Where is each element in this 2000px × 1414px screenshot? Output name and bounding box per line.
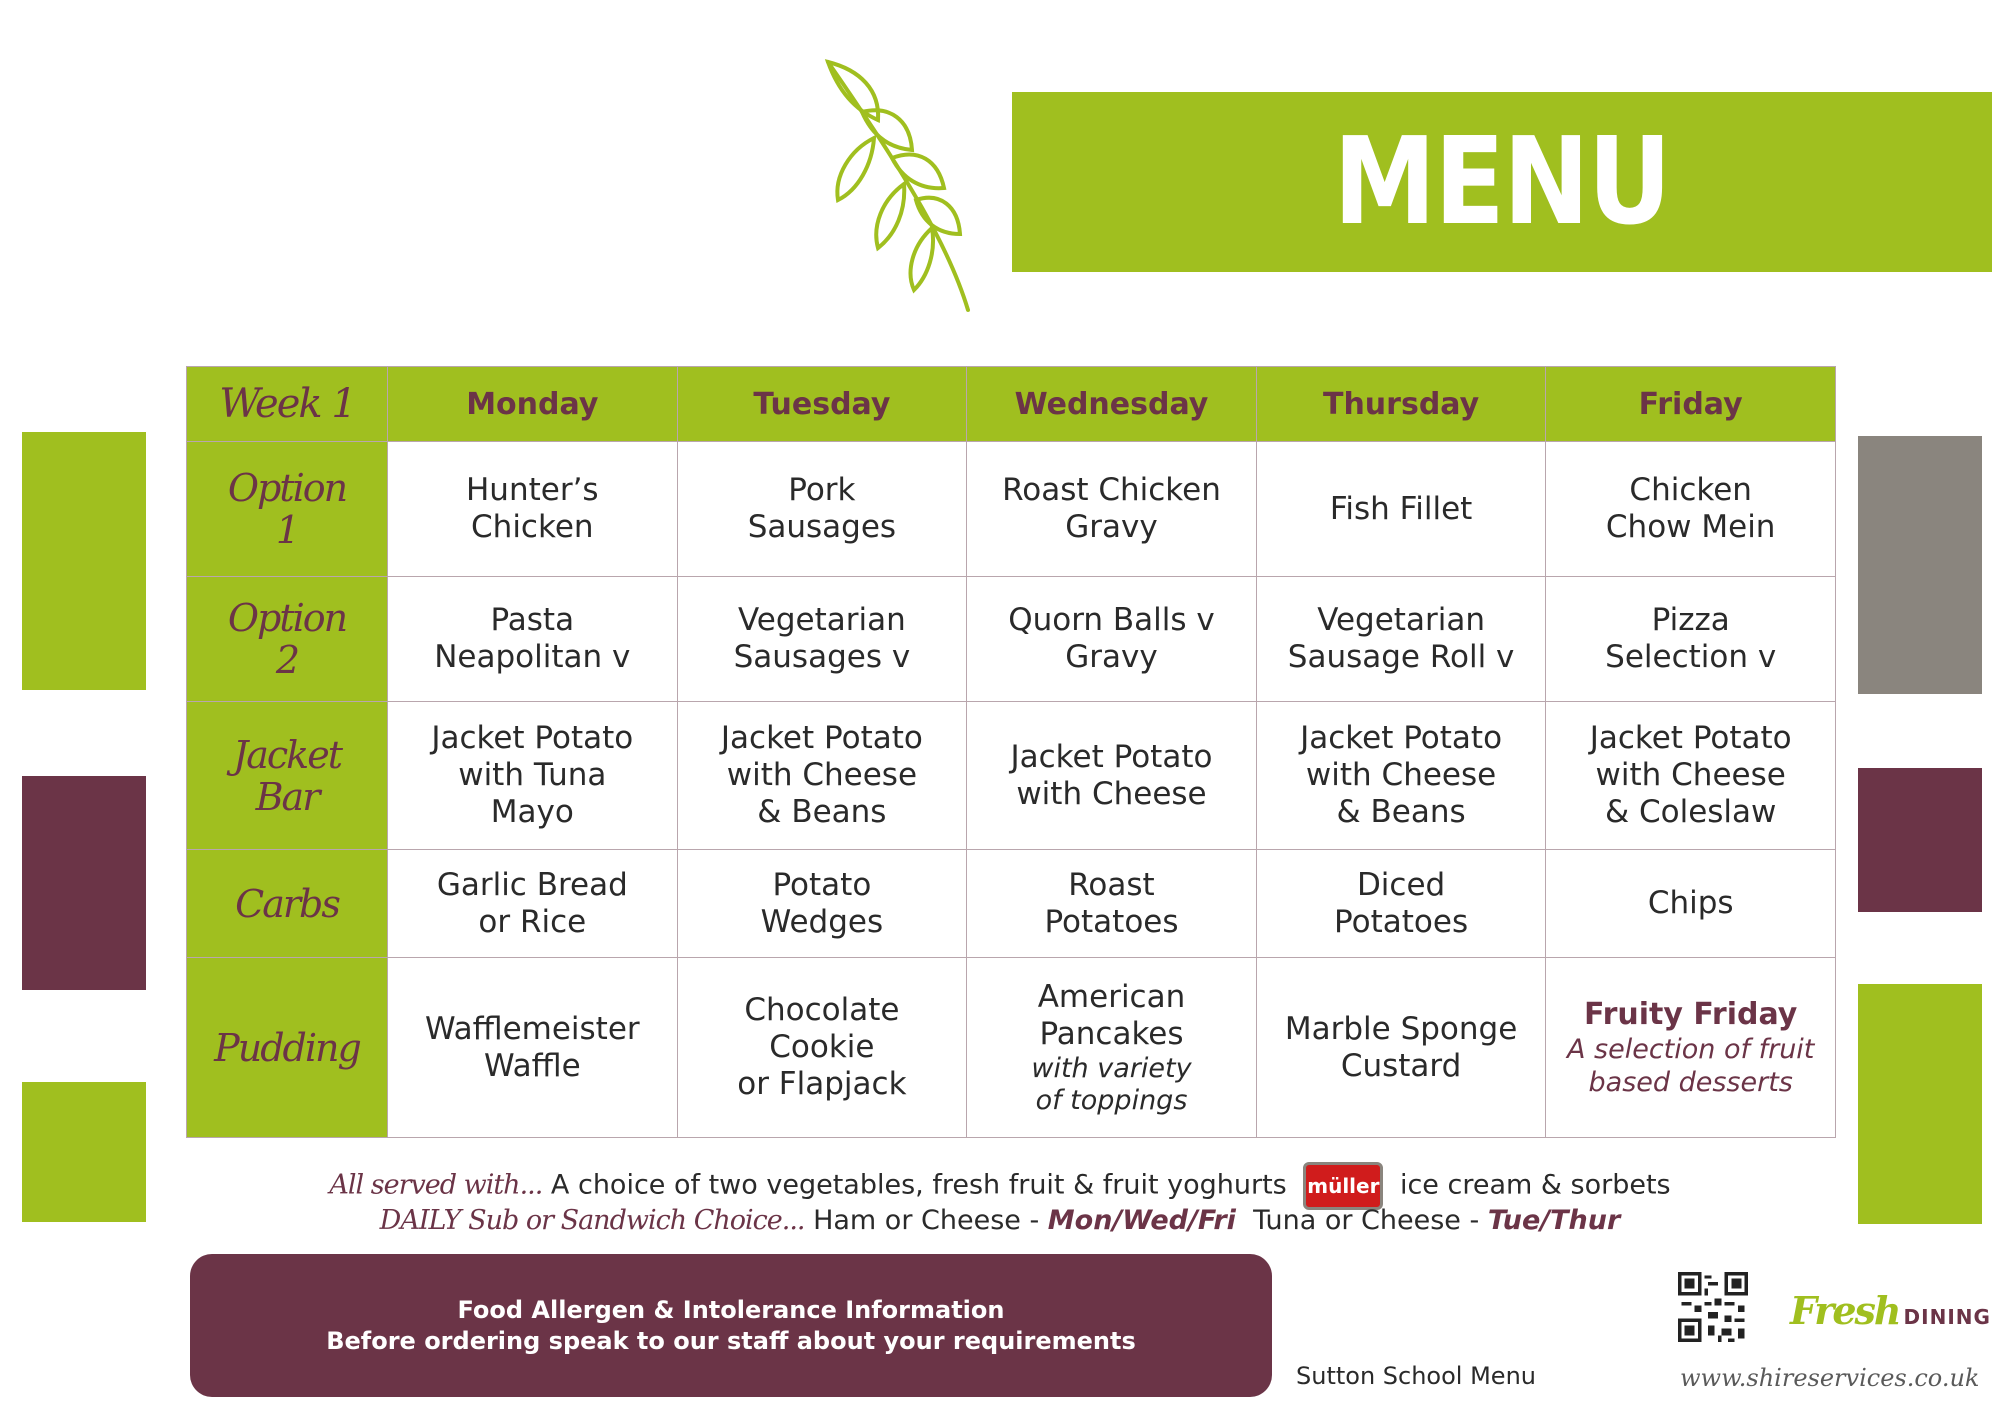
menu-cell: Wafflemeister Waffle [388,958,678,1138]
sandwich-line [0,1205,2000,1236]
menu-cell: Jacket Potato with Cheese [967,702,1257,850]
sandwich-ham: Ham or Cheese - [813,1205,1040,1236]
sandwich-ham-days: Mon/Wed/Fri [1047,1205,1236,1236]
served-with-suffix: ice cream & sorbets [1399,1169,1671,1201]
sandwich-prefix: DAILY Sub or Sandwich Choice... [379,1205,805,1236]
fruity-friday-cell: Fruity Friday A selection of fruit based desserts [1546,958,1836,1138]
muller-logo: müller [1303,1162,1383,1210]
right-grey-block [1858,436,1982,694]
menu-table [186,366,1836,1138]
left-green-block-top [22,432,146,690]
brand-fresh: Fresh [1790,1288,1900,1333]
table-row-option-1 [187,442,1836,577]
day-header: Thursday [1256,367,1546,442]
menu-cell: Roast Chicken Gravy [967,442,1257,577]
website-link[interactable]: www.shireservices.co.uk [1680,1364,1980,1392]
menu-title: MENU [1333,112,1671,252]
allergen-body: Before ordering speak to our staff about your requirements [326,1326,1136,1355]
qr-code-icon [1678,1272,1748,1342]
menu-cell: Roast Potatoes [967,850,1257,958]
row-label-jacket-bar: Jacket Bar [187,702,388,850]
allergen-title: Food Allergen & Intolerance Information [457,1295,1005,1324]
menu-cell: Pasta Neapolitan v [388,577,678,702]
table-row-option-2 [187,577,1836,702]
right-plum-block [1858,768,1982,912]
menu-cell: Jacket Potato with Cheese & Coleslaw [1546,702,1836,850]
served-with-prefix: All served with... [329,1169,543,1201]
menu-cell: Chicken Chow Mein [1546,442,1836,577]
table-row-carbs [187,850,1836,958]
table-header-row [187,367,1836,442]
allergen-info-box [190,1254,1272,1397]
menu-cell: Pizza Selection v [1546,577,1836,702]
menu-cell: Vegetarian Sausages v [677,577,967,702]
menu-cell: Diced Potatoes [1256,850,1546,958]
menu-cell: Jacket Potato with Cheese & Beans [677,702,967,850]
row-label-pudding: Pudding [187,958,388,1138]
table-row-pudding [187,958,1836,1138]
sandwich-tuna-days: Tue/Thur [1487,1205,1621,1236]
menu-cell: Fish Fillet [1256,442,1546,577]
menu-cell: Marble Sponge Custard [1256,958,1546,1138]
leaf-icon [800,50,990,330]
menu-banner [1012,92,1992,272]
fruity-friday-title: Fruity Friday [1584,997,1798,1032]
day-header: Monday [388,367,678,442]
brand-dining: DINING [1903,1305,1991,1329]
menu-cell: Quorn Balls v Gravy [967,577,1257,702]
table-row-jacket-bar [187,702,1836,850]
menu-cell: Jacket Potato with Cheese & Beans [1256,702,1546,850]
menu-cell: American Pancakes with variety of toppings [967,958,1257,1138]
day-header: Tuesday [677,367,967,442]
menu-cell: Chocolate Cookie or Flapjack [677,958,967,1138]
school-name: Sutton School Menu [1296,1362,1536,1390]
week-label: Week 1 [187,367,388,442]
menu-cell: Chips [1546,850,1836,958]
day-header: Friday [1546,367,1836,442]
menu-cell: Garlic Bread or Rice [388,850,678,958]
menu-cell: Jacket Potato with Tuna Mayo [388,702,678,850]
menu-cell: Potato Wedges [677,850,967,958]
row-label-carbs: Carbs [187,850,388,958]
served-with-line [0,1162,2000,1210]
day-header: Wednesday [967,367,1257,442]
menu-cell: Pork Sausages [677,442,967,577]
left-plum-block [22,776,146,990]
row-label-option-1: Option 1 [187,442,388,577]
menu-cell: Hunter’s Chicken [388,442,678,577]
row-label-option-2: Option 2 [187,577,388,702]
fresh-dining-logo [1790,1288,1991,1333]
sandwich-tuna: Tuna or Cheese - [1253,1205,1480,1236]
served-with-text: A choice of two vegetables, fresh fruit & fruit yoghurts [550,1169,1287,1201]
menu-cell: Vegetarian Sausage Roll v [1256,577,1546,702]
